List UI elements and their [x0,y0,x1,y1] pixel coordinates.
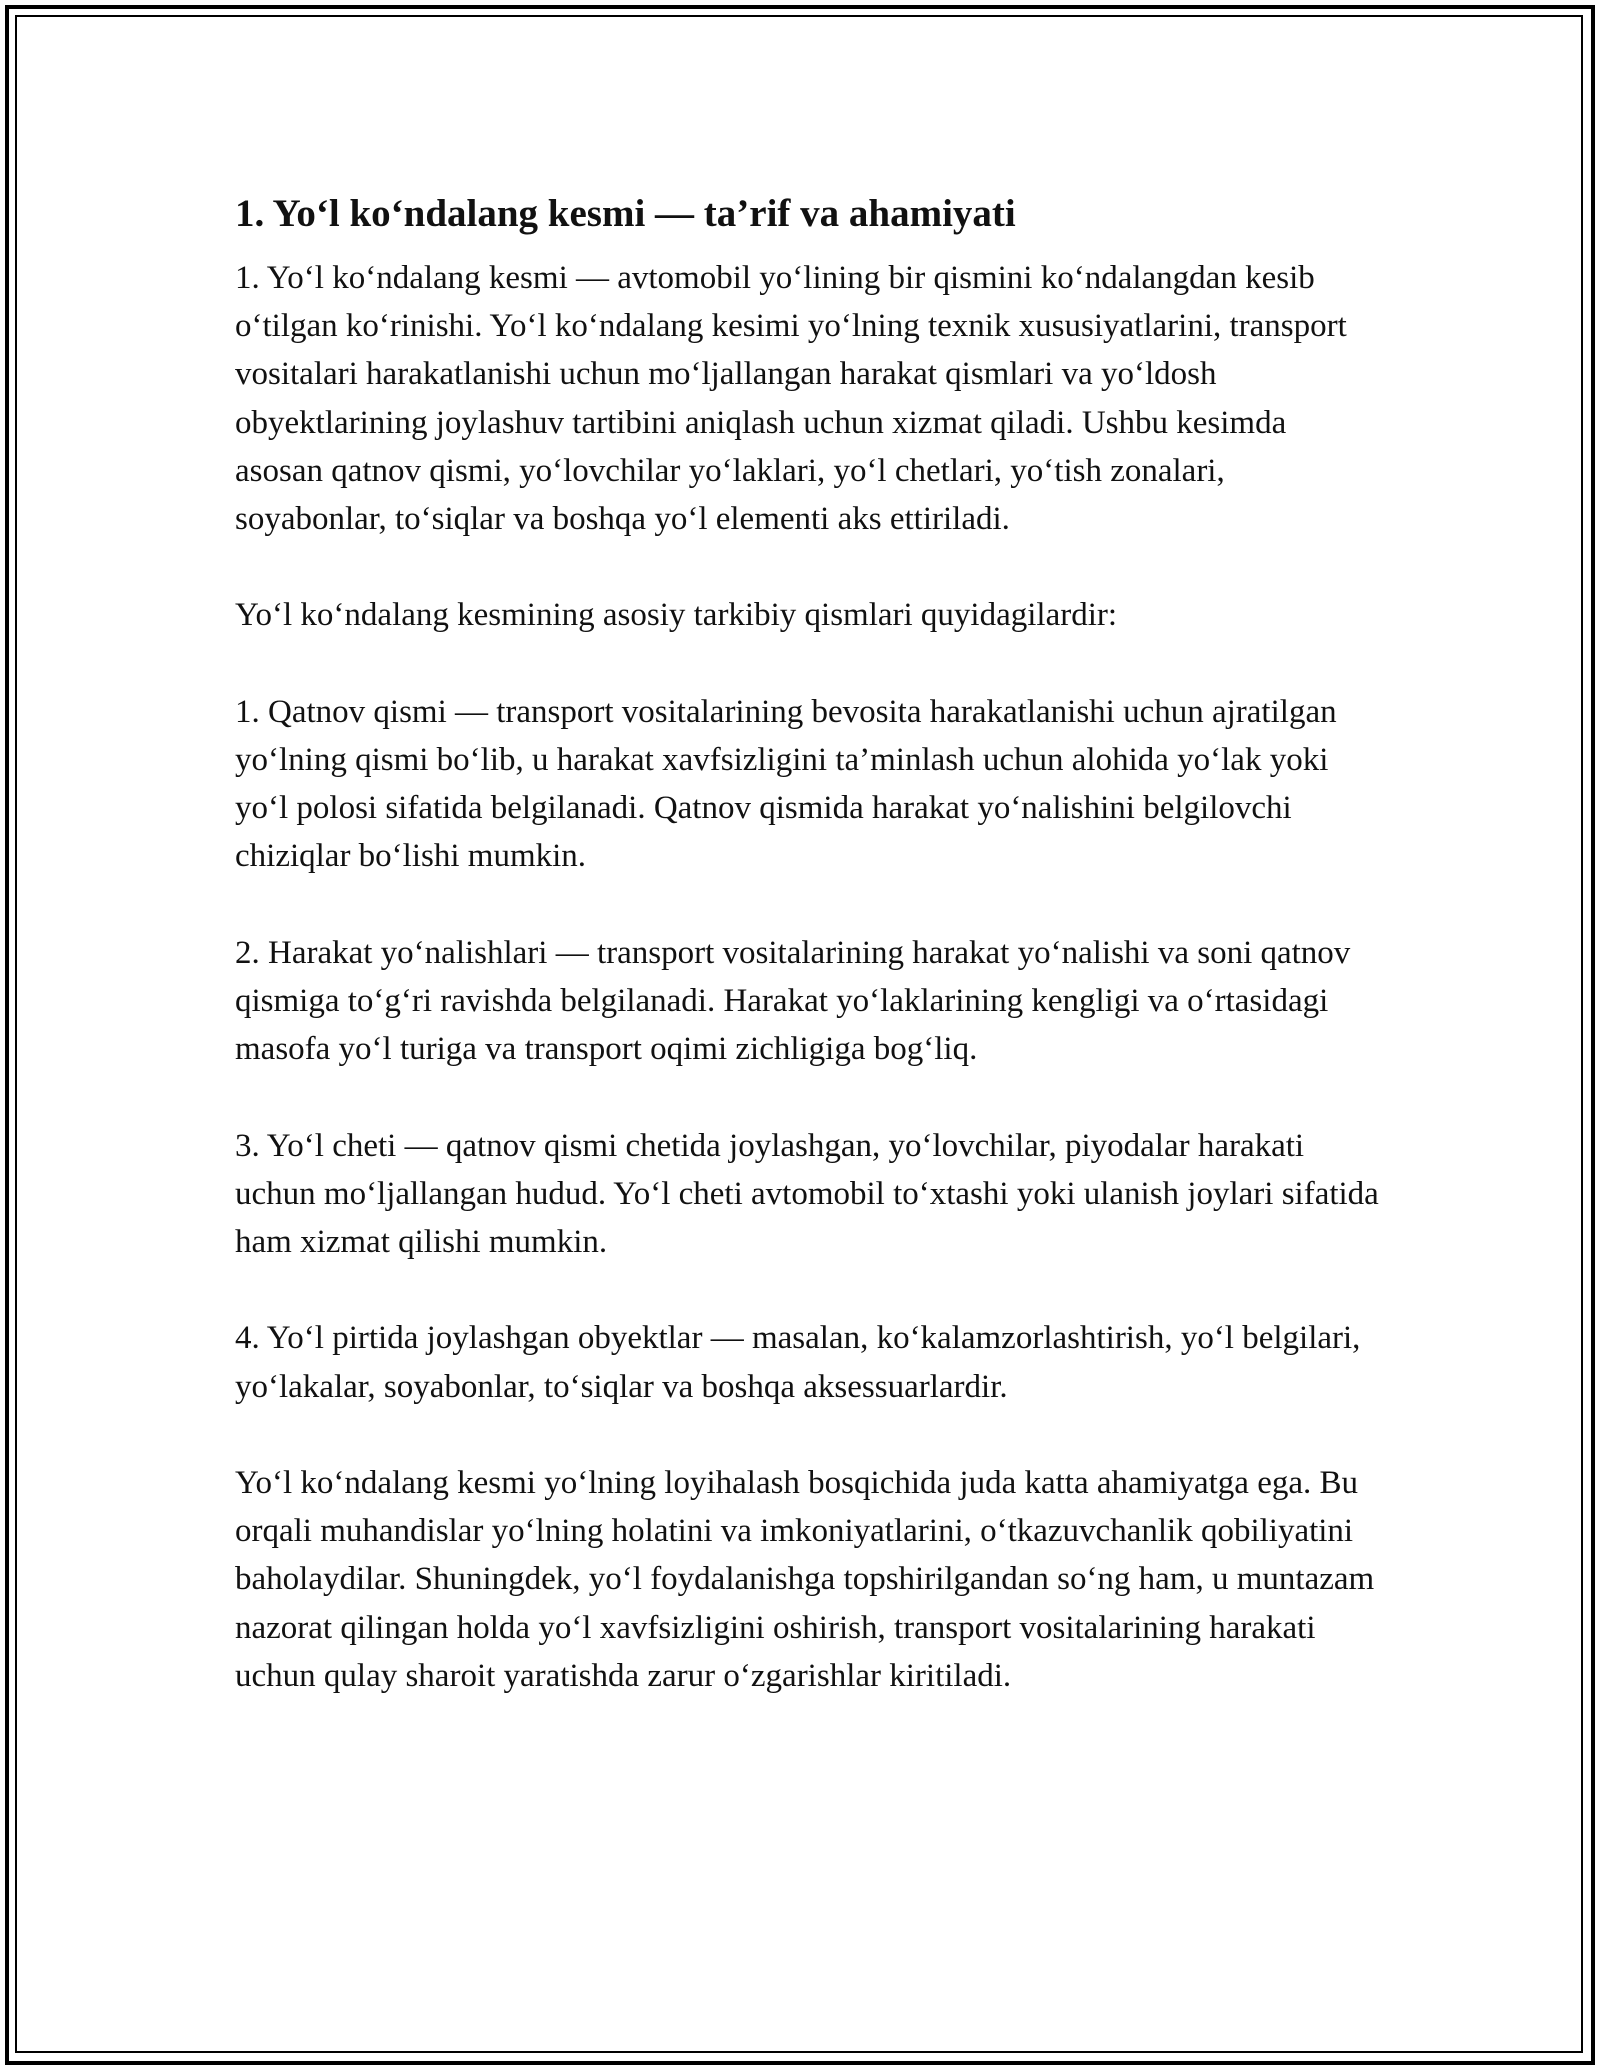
document-body [235,188,1380,1700]
components-intro-paragraph: Yo‘l ko‘ndalang kesmining asosiy tarkibiy qismlari quyidagilardir: [235,597,1118,634]
list-item-roadside: 3. Yo‘l cheti — qatnov qismi chetida joylashgan, yo‘lovchilar, piyodalar harakati uchun mo‘ljallangan hudud. Yo‘l cheti avtomobil to‘xtashi yoki ulanish joylari sifatida ham xizmat qilishi mumkin. [235,1127,1379,1260]
list-item-carriageway: 1. Qatnov qismi — transport vositalarining bevosita harakatlanishi uchun ajratilgan yo‘lning qismi bo‘lib, u harakat xavfsizligini ta’minlash uchun alohida yo‘lak yoki yo‘l polosi sifatida belgilanadi. Qatnov qismida harakat yo‘nalishini belgilovchi chiziqlar bo‘lishi mumkin. [235,693,1337,875]
document-heading: 1. Yo‘l ko‘ndalang kesmi — ta’rif va ahamiyati [235,192,1016,235]
list-item-roadside-objects: 4. Yo‘l pirtida joylashgan obyektlar — masalan, ko‘kalamzorlashtirish, yo‘l belgilari, yo‘lakalar, soyabonlar, to‘siqlar va boshqa aksessuarlardir. [235,1320,1361,1405]
intro-paragraph: 1. Yo‘l ko‘ndalang kesmi — avtomobil yo‘lining bir qismini ko‘ndalangdan kesib o‘tilgan ko‘rinishi. Yo‘l ko‘ndalang kesimi yo‘lning texnik xususiyatlarini, transport vositalari harakatlanishi uchun mo‘ljallangan harakat qismlari va yo‘ldosh obyektlarining joylashuv tartibini aniqlash uchun xizmat qiladi. Ushbu kesimda asosan qatnov qismi, yo‘lovchilar yo‘laklari, yo‘l chetlari, yo‘tish zonalari, soyabonlar, to‘siqlar va boshqa yo‘l elementi aks ettiriladi. [235,260,1347,538]
list-item-traffic-directions: 2. Harakat yo‘nalishlari — transport vositalarining harakat yo‘nalishi va soni qatnov qismiga to‘g‘ri ravishda belgilanadi. Harakat yo‘laklarining kengligi va o‘rtasidagi masofa yo‘l turiga va transport oqimi zichligiga bog‘liq. [235,934,1351,1068]
conclusion-paragraph: Yo‘l ko‘ndalang kesmi yo‘lning loyihalash bosqichida juda katta ahamiyatga ega. Bu orqali muhandislar yo‘lning holatini va imkoniyatlarini, o‘tkazuvchanlik qobiliyatini baholaydilar. Shuningdek, yo‘l foydalanishga topshirilgandan so‘ng ham, u muntazam nazorat qilingan holda yo‘l xavfsizligini oshirish, transport vositalarining harakati uchun qulay sharoit yaratishda zarur o‘zgarishlar kiritiladi. [235,1464,1375,1694]
